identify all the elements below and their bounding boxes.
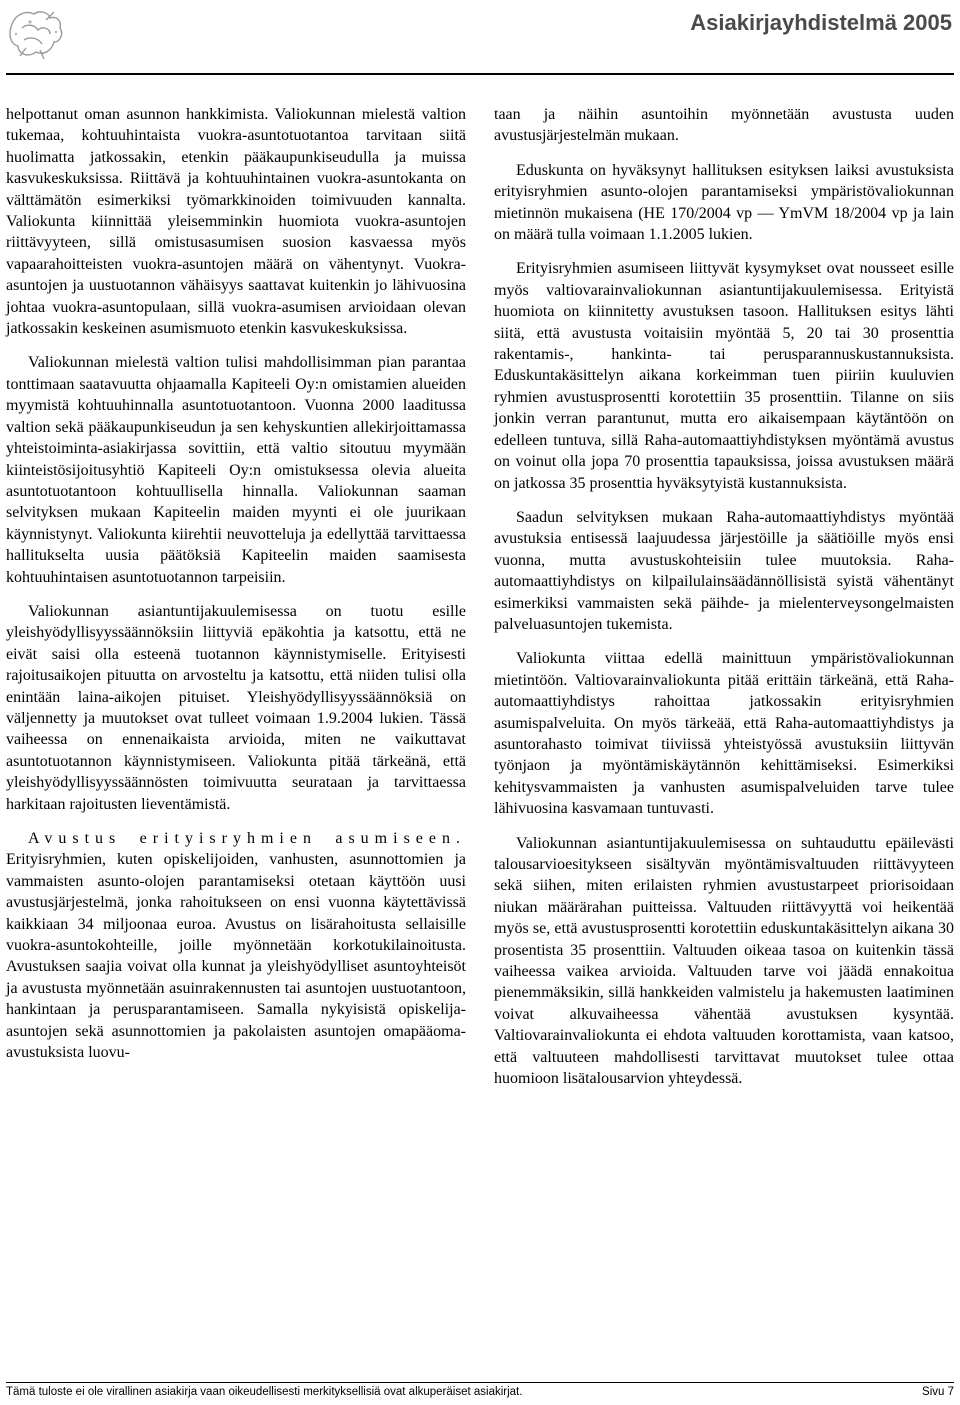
lion-crest-icon: [6, 4, 70, 64]
page-header: [0, 0, 960, 70]
footer-divider: [6, 1382, 954, 1383]
right-text-column: [494, 104, 954, 1102]
paragraph: Valiokunnan asiantuntijakuulemisessa on tuotu esille yleishyödyllisyyssäännöksiin liittyviä epäkohtia ja katsottu, että ne eivät saisi olla esteenä tuotannon käynnistymiselle. Erityisesti rajoitusaikojen pituutta on arvosteltu ja katsottu, että niiden tulisi olla enintään laina-aikojen pituiset. Yleishyödyllisyyssäännöksiä on väljennetty ja muutokset ovat tulleet voimaan 1.9.2004 lukien. Tässä vaiheessa on ennenaikaista arvioida, miten ne vaikuttavat asuntotuotannon käynnistymiseen. Valiokunta pitää tärkeänä, että yleishyödyllisyyssäännösten toimivuutta seurataan ja tarvittaessa harkitaan rajoitusten lieventämistä.: [6, 602, 466, 813]
paragraph: Valiokunnan mielestä valtion tulisi mahdollisimman pian parantaa tonttimaan saatavuutta ohjaamalla Kapiteeli Oy:n omistamien alueiden myymistä kohtuuhinnalla asuntotuotantoon. Vuonna 2000 laaditussa valtion sekä pääkaupunkiseudun ja sen kehyskuntien allekirjoittamassa yhteistoiminta-asiakirjassa sovittiin, että valtio sitoutuu myymään kiinteistösijoitusyhtiö Kapiteeli Oy:n omistuksessa olevia alueita asuntotuotantoon kohtuullisella hinnalla. Valiokunnan saaman selvityksen mukaan Kapiteelin maiden myynti ei ole juurikaan käynnistynyt. Valiokunta kiirehtii neuvotteluja ja edellyttää tarvittaessa hallitukselta uusia päätöksiä Kapiteelin maiden saamisesta kohtuuhintaisen asuntotuotannon tarpeisiin.: [6, 354, 466, 586]
left-text-column: [6, 104, 466, 1076]
page-number: Sivu 7: [922, 1386, 954, 1398]
section-heading: Avustus erityisryhmien asumiseen.: [28, 830, 466, 847]
paragraph: Eduskunta on hyväksynyt hallituksen esityksen laiksi avustuksista erityisryhmien asunto-olojen parantamiseksi ympäristövaliokunnan mietinnön mukaisena (HE 170/2004 vp — YmVM 18/2004 vp ja lain on määrä tulla voimaan 1.1.2005 lukien.: [494, 161, 954, 244]
header-divider: [6, 73, 954, 75]
paragraph: Erityisryhmien asumiseen liittyvät kysymykset ovat nousseet esille myös valtiovarainvaliokunnan asiantuntijakuulemisessa. Erityistä huomiota on kiinnitetty avustuksen tasoon. Hallituksen esitys lähti siitä, että avustusta voitaisiin myöntää 5, 20 tai 30 prosenttia rakentamis-, hankinta- tai perusparannuskustannuksista. Eduskuntakäsittelyn aikana korkeimman tuen piiriin kuuluvien ryhmien avustusprosentti korotettiin 35 prosenttiin. Tilanne on siis jonkin verran parantunut, mutta ero aikaisempaan käytäntöön on edelleen tuntuva, sillä Raha-automaattiyhdistyksen myöntämä avustus on voinut olla jopa 70 prosenttia tapauksissa, joissa avustuksen määrä on jatkossa 35 prosenttia hyväksytyistä kustannuksista.: [494, 260, 954, 492]
paragraph: Valiokunta viittaa edellä mainittuun ympäristövaliokunnan mietintöön. Valtiovarainvaliokunta pitää erittäin tärkeänä, että Raha-automaattiyhdistys rahoittaa jatkossakin erityisryhmien asumispalveluita. On myös tärkeää, että Raha-automaattiyhdistys ja asuntorahasto toimivat tiiviissä yhteistyössä avustuksiin liittyvän työnjaon ja myöntämiskäytännön kehittämiseksi. Esimerkiksi kehitysvammaisten ja vanhusten asumispalveluiden tarve tulee lähivuosina kasvamaan tuntuvasti.: [494, 650, 954, 818]
document-title: Asiakirjayhdistelmä 2005: [690, 10, 952, 35]
paragraph-text: Erityisryhmien, kuten opiskelijoiden, vanhusten, asunnottomien ja vammaisten asunto-olojen parantamiseksi otetaan käyttöön uusi avustusjärjestelmä, jonka rahoitukseen on ensi vuonna käytettävissä kaikkiaan 34 miljoonaa euroa. Avustus on lisärahoitusta sellaisille vuokra-asuntokohteille, joille myönnetään korkotukilainoitusta. Avustuksen saajia voivat olla kunnat ja yleishyödylliset asuntoyhteisöt ja avustusta myönnetään asuinrakennusten tai asuntojen uustuotantoon, hankintaan ja perusparantamiseen. Samalla nykyisistä opiskelija-asuntojen sekä asunnottomien ja pakolaisten asuntojen omapääoma-avustuksista luovu-: [6, 851, 466, 1062]
paragraph: [6, 828, 466, 1063]
paragraph: Saadun selvityksen mukaan Raha-automaattiyhdistys myöntää avustuksia entisessä laajuudessa järjestöille ja säätiöille myös ensi vuonna, mutta avustuskohteisiin tulee muutoksia. Raha-automaattiyhdistys on kilpailulainsäädännöllisistä syistä vähentänyt esimerkiksi vammaisten sekä päihde- ja mielenterveysongelmaisten palveluasuntojen tukemista.: [494, 508, 954, 633]
paragraph: helpottanut oman asunnon hankkimista. Valiokunnan mielestä valtion tukemaa, kohtuuhintaista vuokra-asuntotuotantoa tarvitaan siitä huolimatta jatkossakin, etenkin pääkaupunkiseudulla ja muissa kasvukeskuksissa. Riittävä ja kohtuuhintainen vuokra-asuntokanta on välttämätön esimerkiksi työmarkkinoiden toimivuuden kannalta. Valiokunta kiinnittää yleisemminkin huomiota vuokra-asuntojen riittävyyteen, sillä omistusasumisen suosion kasvaessa myös vapaarahoitteisten vuokra-asuntojen määrä on vähentynyt. Vuokra-asuntojen ja uustuotannon vähäisyys saattavat kuitenkin jo lähivuosina johtaa vuokra-asuntopulaan, sillä vuokra-asumisen arvioidaan olevan jatkossakin keskeinen asumismuoto etenkin kasvukeskuksissa.: [6, 106, 466, 338]
paragraph: taan ja näihin asuntoihin myönnetään avustusta uuden avustusjärjestelmän mukaan.: [494, 106, 954, 145]
paragraph: Valiokunnan asiantuntijakuulemisessa on suhtauduttu epäilevästi talousarvioesitykseen sisältyvän myöntämisvaltuuden riittävyyteen sekä siihen, miten erilaisten ryhmien avustustarpeet priorisoidaan niukan määrärahan puitteissa. Valtuuden riittävyyttä voi heikentää myös se, että avustusprosentti korotettiin eduskuntakäsittelyn aikana 30 prosentista 35 prosenttiin. Valtuuden oikeaa tasoa on kuitenkin tässä vaiheessa vaikea arvioida. Valtuuden tarve voi jäädä ennakoitua pienemmäksikin, sillä hankkeiden valmistelu ja hakemusten laatiminen voivat alkuvaiheessa vähentää avustuksen kysyntää. Valtiovarainvaliokunta ei ehdota valtuuden korottamista, vaan katsoo, että valtuuteen mahdollisesti tarvittavat muutokset tulee ottaa huomioon lisätalousarvion yhteydessä.: [494, 834, 954, 1088]
disclaimer-note: Tämä tuloste ei ole virallinen asiakirja vaan oikeudellisesti merkityksellisiä ovat alkuperäiset asiakirjat.: [6, 1386, 523, 1398]
